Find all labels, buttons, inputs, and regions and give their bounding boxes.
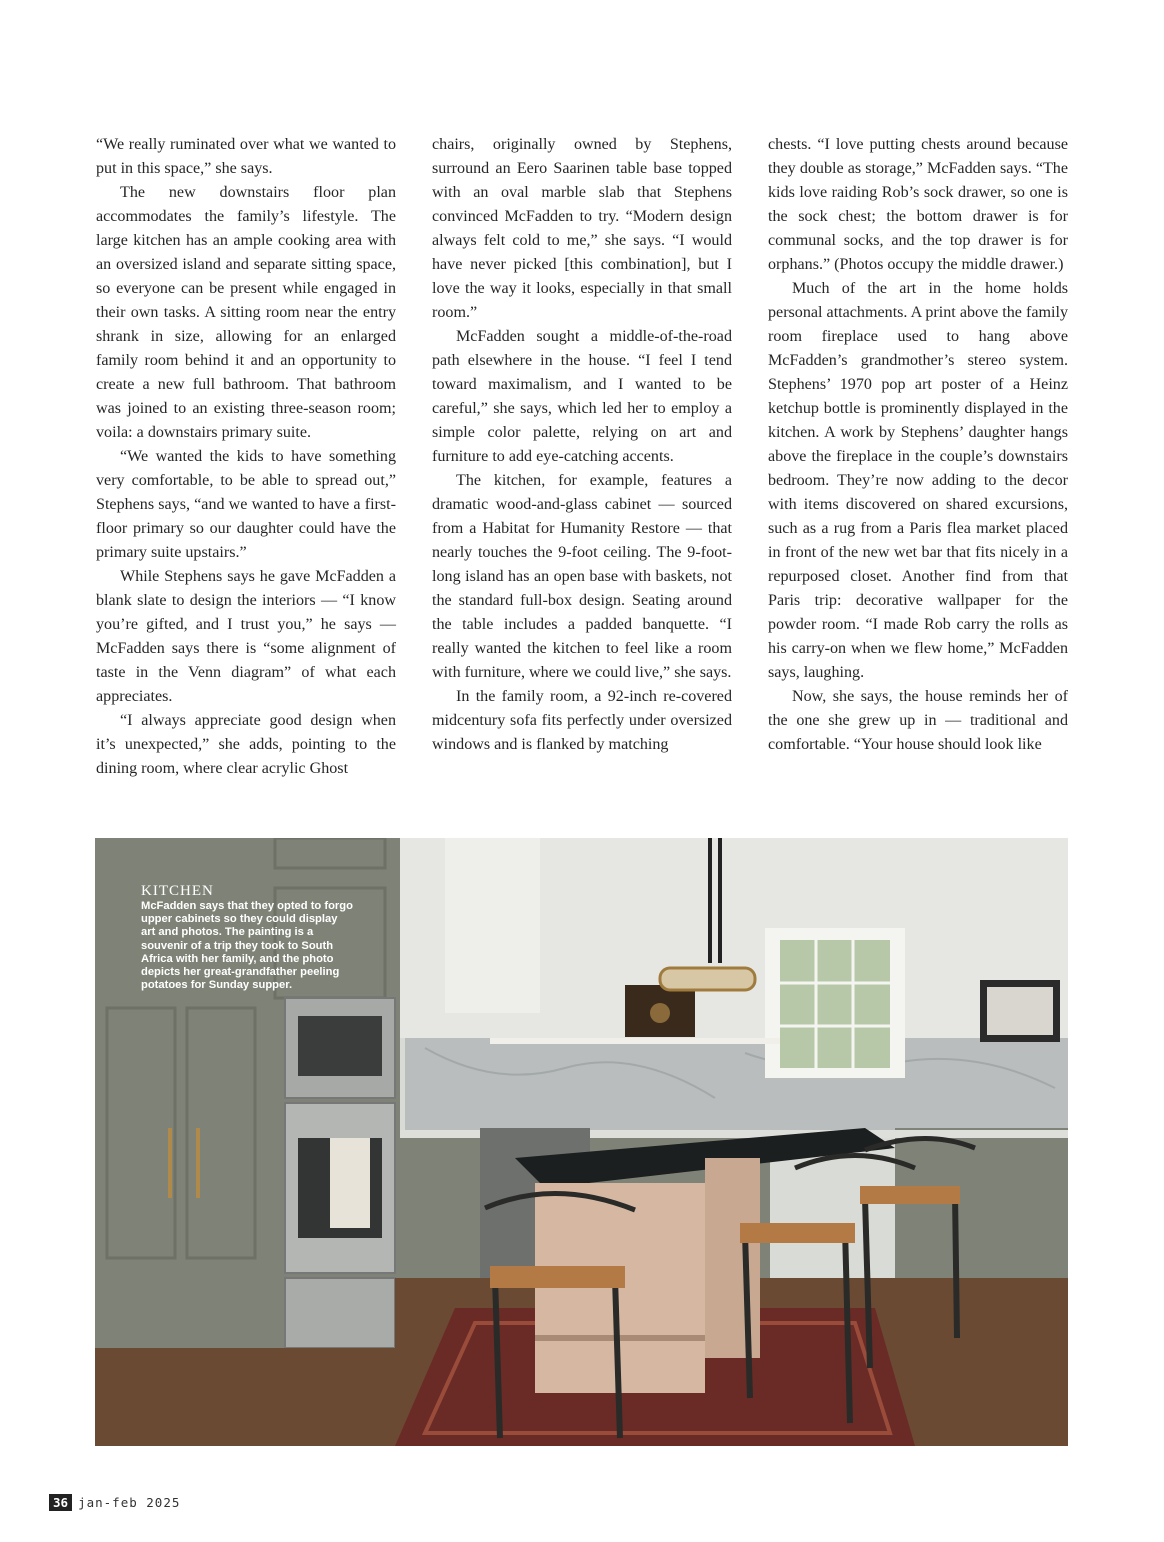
paragraph: While Stephens says he gave McFadden a blank slate to design the interiors — “I know you’re gifted, and I trust you,” he says — McFadden says there is “some alignment of taste in the Venn diagram” of what each appreciates. (96, 568, 396, 705)
paragraph: “We wanted the kids to have something very comfortable, to be able to spread out,” Stephens says, “and we wanted to have a first-floor primary so our daughter could have the primary suite upstairs.” (96, 448, 396, 561)
paragraph: Now, she says, the house reminds her of the one she grew up in — traditional and comfortable. “Your house should look like (768, 688, 1068, 753)
article-column-3 (768, 133, 1068, 757)
paragraph: McFadden sought a middle-of-the-road path elsewhere in the house. “I feel I tend toward maximalism, and I wanted to be careful,” she says, which led her to employ a simple color palette, relying on art and furniture to add eye-catching accents. (432, 328, 732, 465)
caption-body: McFadden says that they opted to forgo upper cabinets so they could display art and photos. The painting is a souvenir of a trip they took to South Africa with her family, and the photo depicts her great-grandfather peeling potatoes for Sunday supper. (141, 900, 353, 992)
paragraph: chairs, originally owned by Stephens, surround an Eero Saarinen table base topped with an oval marble slab that Stephens convinced McFadden to try. “Modern design always felt cold to me,” she says. “I would have never picked [this combination], but I love the way it looks, especially in that small room.” (432, 136, 732, 321)
issue-date: jan-feb 2025 (78, 1494, 181, 1510)
paragraph: chests. “I love putting chests around because they double as storage,” McFadden says. “The kids love raiding Rob’s sock drawer, so one is the sock chest; the bottom drawer is for communal socks, and the top drawer is for orphans.” (Photos occupy the middle drawer.) (768, 136, 1068, 273)
paragraph: The kitchen, for example, features a dramatic wood-and-glass cabinet — sourced from a Habitat for Humanity Restore — that nearly touches the 9-foot ceiling. The 9-foot-long island has an open base with baskets, not the standard full-box design. Seating around the table includes a padded banquette. “I really wanted the kitchen to feel like a room with furniture, where we could live,” she says. (432, 472, 732, 681)
photo-caption (141, 882, 353, 992)
article-column-2 (432, 133, 732, 757)
paragraph: In the family room, a 92-inch re-covered midcentury sofa fits perfectly under oversized windows and is flanked by matching (432, 688, 732, 753)
paragraph: The new downstairs floor plan accommodates the family’s lifestyle. The large kitchen has an ample cooking area with an oversized island and separate sitting space, so everyone can be present while engaged in their own tasks. A sitting room near the entry shrank in size, allowing for an enlarged family room behind it and an opportunity to create a new full bathroom. That bathroom was joined to an existing three-season room; voila: a downstairs primary suite. (96, 184, 396, 441)
paragraph: “We really ruminated over what we wanted to put in this space,” she says. (96, 136, 396, 177)
article-column-1 (96, 133, 396, 781)
page-footer (49, 1493, 180, 1511)
caption-title: KITCHEN (141, 883, 214, 899)
paragraph: Much of the art in the home holds personal attachments. A print above the family room fireplace used to hang above McFadden’s grandmother’s stereo system. Stephens’ 1970 pop art poster of a Heinz ketchup bottle is prominently displayed in the kitchen. A work by Stephens’ daughter hangs above the fireplace in the couple’s downstairs bedroom. They’re now adding to the decor with items discovered on shared excursions, such as a rug from a Paris flea market placed in front of the new wet bar that fits nicely in a repurposed closet. Another find from that Paris trip: decorative wallpaper for the powder room. “I made Rob carry the rolls as his carry-on when we flew home,” McFadden says, laughing. (768, 280, 1068, 681)
page-number: 36 (49, 1494, 72, 1511)
paragraph: “I always appreciate good design when it’s unexpected,” she adds, pointing to the dining room, where clear acrylic Ghost (96, 712, 396, 777)
kitchen-photo (95, 838, 1068, 1446)
